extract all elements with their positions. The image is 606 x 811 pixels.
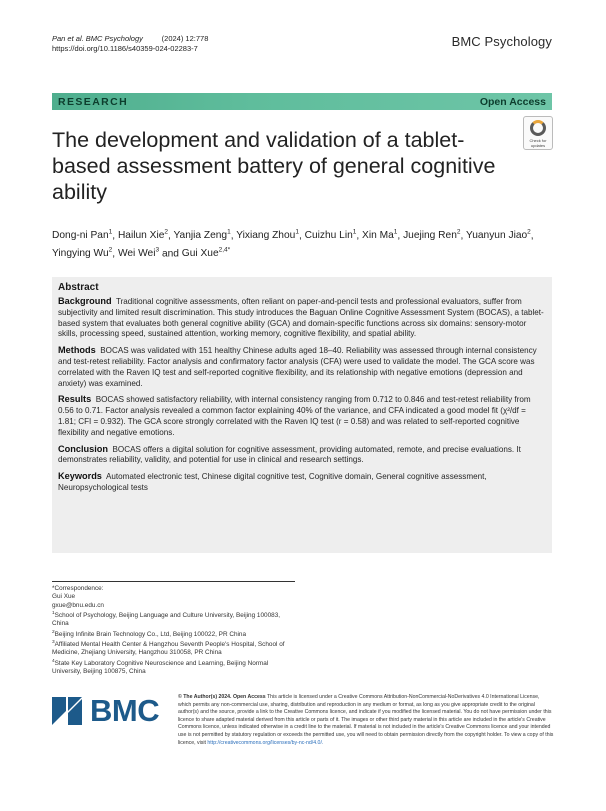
author-name: Wei Wei$^3$ <box>117 246 160 260</box>
license-body: This article is licensed under a Creative Commons Attribution-NonCommercial-NoDerivatives 4.0 International License, which permits any non-commercial use, sharing, distribution and reproduction in any medium or format, as long as you give appropriate credit to the original author(s) and the source, provide a link to the Creative Commons licence, and indicate if you modified the licensed material. You do not have permission under this licence to share adapted material derived from this article or parts of it. The images or other third party material in this article are included in the article's Creative Commons licence, unless indicated otherwise in a credit line to the material. If material is not included in the article's Creative Commons licence and your intended use is not permitted by statutory regulation or exceeds the permitted use, you will need to obtain permission directly from the copyright holder. To view a copy of this licence, visit <box>178 694 554 746</box>
author-name: Xin Ma$^1$ <box>362 229 398 242</box>
author-affiliation: 2,4* <box>218 246 231 254</box>
author-affiliation: 2 <box>527 229 531 236</box>
license-text <box>178 694 554 747</box>
conclusion-label: Conclusion <box>58 443 109 454</box>
methods-text: BOCAS was validated with 151 healthy Chinese adults aged 18–40. Reliability was assessed through internal consistency and test-retest reliability. Factor analysis and confirmatory factor analysis (CFA) were used to validate the model. The GCA score was correlated with the Raven IQ test and self-reported cognitive flexibility, and its relationship with negative emotions (depression and anxiety) was examined. <box>58 346 537 388</box>
author-affiliation: 2 <box>456 229 461 236</box>
abstract-conclusion <box>58 444 546 467</box>
footnotes <box>52 585 297 676</box>
author-affiliation: 1 <box>393 229 398 236</box>
author-affiliation: 1 <box>227 229 231 236</box>
correspondence-email[interactable]: gxue@bnu.edu.cn <box>52 601 104 609</box>
author-affiliation: 2 <box>108 246 113 254</box>
author-name: Juejing Ren$^2$ <box>403 229 461 242</box>
author-name: Gui Xue$^{2,4*}$ <box>181 246 231 260</box>
author-affiliation: 3 <box>155 246 160 254</box>
check-for-updates-button[interactable] <box>523 116 553 150</box>
license-copyright: © The Author(s) 2024. <box>178 694 232 700</box>
correspondence-name: Gui Xue <box>52 593 76 601</box>
author-affiliation: 1 <box>352 229 357 236</box>
methods-label: Methods <box>58 345 96 356</box>
citation-year: (2024) 12:778 <box>161 34 209 43</box>
footnote-divider <box>52 581 295 582</box>
abstract-box <box>52 277 552 553</box>
affiliation-item: $^4$State Key Laboratory Cognitive Neuroscience and Learning, Beijing Normal University, Beijing 100875, China <box>52 658 269 676</box>
section-label: RESEARCH <box>58 95 129 108</box>
author-list: Dong-ni Pan$^1$, Hailun Xie$^2$, Yanjia Zeng$^1$, Yixiang Zhou$^1$, Cuizhu Lin$^1$, Xin Ma$^1$, Juejing Ren$^2$, Yuanyun Jiao$^2$, Yingying Wu$^2$, Wei Wei$^3$ and Gui Xue$^{2,4*}$ <box>52 229 534 260</box>
bmc-logo-text: BMC <box>90 693 160 728</box>
journal-name: BMC Psychology <box>451 34 552 49</box>
abstract-heading: Abstract <box>58 282 99 293</box>
author-name: Yingying Wu$^2$ <box>52 246 113 260</box>
results-text: BOCAS showed satisfactory reliability, with internal consistency ranging from 0.712 to 0.846 and test-retest reliability from 0.56 to 0.71. Factor analysis revealed a common factor explaining 40% of the variance, and CFA indicated a good model fit (χ²/df = 1.81; CFI = 0.932). The GCA score strongly correlated with the Raven IQ test (r = 0.58) and was related to self-reported cognitive flexibility and negative emotions. <box>58 395 531 437</box>
update-icon <box>530 120 546 136</box>
affiliation-item: $^2$Beijing Infinite Brain Technology Co., Ltd, Beijing 100022, PR China <box>52 629 247 638</box>
check-updates-label: Check for updates <box>529 138 547 148</box>
keywords-text: Automated electronic test, Chinese digital cognitive test, Cognitive domain, General cognitive assessment, Neuropsychological tests <box>58 472 487 492</box>
license-open-access: Open Access <box>232 694 266 700</box>
background-label: Background <box>58 296 112 306</box>
affiliation-item: $^1$School of Psychology, Beijing Language and Culture University, Beijing 100083, China <box>52 610 281 628</box>
abstract-background <box>58 296 546 340</box>
conclusion-text: BOCAS offers a digital solution for cognitive assessment, providing automated, remote, and precise evaluations. It demonstrates reliability, validity, and potential for use in clinical and research settings. <box>58 444 521 465</box>
author-affiliation: 1 <box>108 229 113 236</box>
bmc-logo <box>52 693 172 729</box>
author-affiliation: 2 <box>164 229 168 236</box>
citation-header <box>52 34 208 54</box>
author-affiliation: 1 <box>295 229 299 236</box>
license-link[interactable]: http://creativecommons.org/licenses/by-nc-nd/4.0/. <box>207 739 324 746</box>
open-access-label: Open Access <box>479 95 546 108</box>
author-name: Cuizhu Lin$^1$ <box>304 229 357 242</box>
abstract-methods <box>58 345 546 389</box>
correspondence-label: *Correspondence: <box>52 585 104 592</box>
abstract-keywords <box>58 471 546 494</box>
author-name: Yuanyun Jiao$^2$ <box>465 229 531 242</box>
results-label: Results <box>58 394 92 405</box>
article-title: The development and validation of a tablet-based assessment battery of general cognitive ability <box>52 128 496 204</box>
author-name: Hailun Xie$^2$ <box>117 229 168 242</box>
doi-link[interactable]: https://doi.org/10.1186/s40359-024-02283-7 <box>52 44 198 53</box>
affiliation-item: $^3$Affiliated Mental Health Center & Hangzhou Seventh People's Hospital, School of Medicine, Zhejiang University, Hangzhou 310058, PR China <box>52 640 285 657</box>
citation-journal: Pan et al. BMC Psychology <box>52 34 143 43</box>
bmc-logo-icon <box>52 695 86 727</box>
author-name: Yixiang Zhou$^1$ <box>236 229 299 242</box>
background-text: Traditional cognitive assessments, often reliant on paper-and-pencil tests and professional evaluators, suffer from subjectivity and limited result discrimination. This study introduces the Baguan Online Cognitive Assessment System (BOCAS), a tablet-based system that evaluates both general cognitive ability (GCA) and domain-specific functions across six domains: sensory-motor skills, processing speed, sustained attention, working memory, cognitive flexibility, and spatial ability. <box>58 297 544 339</box>
abstract-results <box>58 394 546 438</box>
keywords-label: Keywords <box>58 471 102 482</box>
citation-line <box>52 34 208 44</box>
section-banner <box>52 93 552 110</box>
author-name: Yanjia Zeng$^1$ <box>173 229 231 242</box>
author-name: Dong-ni Pan$^1$ <box>52 229 113 242</box>
